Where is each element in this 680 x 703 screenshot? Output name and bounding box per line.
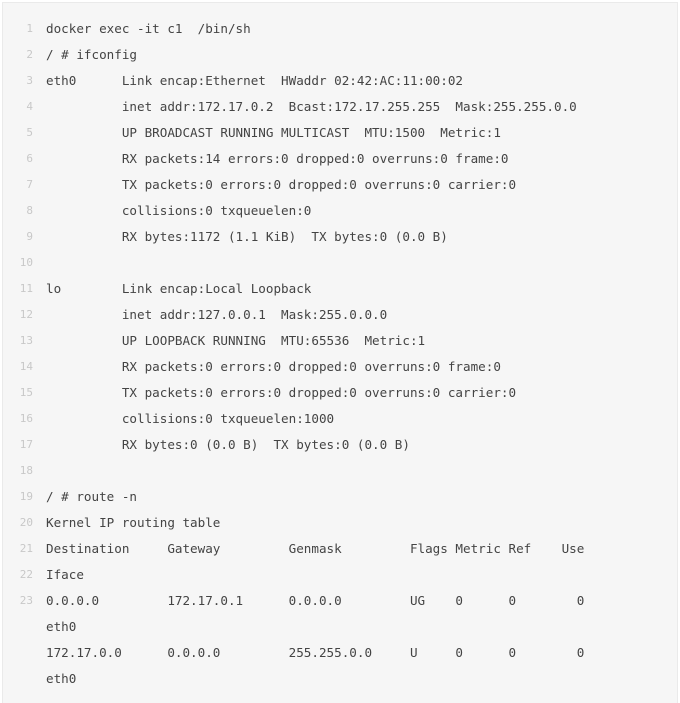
code-line [3, 640, 677, 666]
line-number: 12 [19, 308, 33, 321]
line-text: docker exec -it c1 /bin/sh [46, 21, 251, 36]
line-text: inet addr:172.17.0.2 Bcast:172.17.255.255 Mask:255.255.0.0 [46, 99, 577, 114]
code-line [3, 120, 677, 146]
line-text: / # ifconfig [46, 47, 137, 62]
code-line [3, 614, 677, 640]
code-line [3, 588, 677, 614]
code-line [3, 666, 677, 692]
code-line [3, 250, 677, 276]
line-text: UP LOOPBACK RUNNING MTU:65536 Metric:1 [46, 333, 426, 348]
code-line [3, 484, 677, 510]
code-line [3, 224, 677, 250]
line-number: 22 [19, 568, 33, 581]
line-number: 14 [19, 360, 33, 373]
line-text: RX bytes:0 (0.0 B) TX bytes:0 (0.0 B) [46, 437, 410, 452]
code-line [3, 380, 677, 406]
line-text: 172.17.0.0 0.0.0.0 255.255.0.0 U 0 0 0 [46, 645, 585, 660]
line-text: eth0 [46, 619, 77, 634]
line-number: 13 [19, 334, 33, 347]
line-number: 19 [19, 490, 33, 503]
code-line [3, 458, 677, 484]
line-number: 5 [26, 126, 33, 139]
code-line [3, 276, 677, 302]
code-line [3, 354, 677, 380]
line-text: / # route -n [46, 489, 137, 504]
code-line [3, 146, 677, 172]
code-line [3, 172, 677, 198]
line-number: 18 [19, 464, 33, 477]
line-text: Kernel IP routing table [46, 515, 221, 530]
line-text: TX packets:0 errors:0 dropped:0 overruns:0 carrier:0 [46, 385, 517, 400]
line-number: 1 [26, 22, 33, 35]
code-line [3, 562, 677, 588]
line-number: 21 [19, 542, 33, 555]
code-line [3, 198, 677, 224]
line-number: 9 [26, 230, 33, 243]
code-line [3, 510, 677, 536]
line-text: eth0 Link encap:Ethernet HWaddr 02:42:AC:11:00:02 [46, 73, 464, 88]
line-text: collisions:0 txqueuelen:1000 [46, 411, 335, 426]
line-text: RX packets:14 errors:0 dropped:0 overruns:0 frame:0 [46, 151, 509, 166]
code-line [3, 328, 677, 354]
code-line [3, 42, 677, 68]
line-number: 20 [19, 516, 33, 529]
line-text: 0.0.0.0 172.17.0.1 0.0.0.0 UG 0 0 0 [46, 593, 585, 608]
code-line [3, 432, 677, 458]
line-text: collisions:0 txqueuelen:0 [46, 203, 312, 218]
line-number: 8 [26, 204, 33, 217]
line-text: UP BROADCAST RUNNING MULTICAST MTU:1500 Metric:1 [46, 125, 501, 140]
code-line [3, 406, 677, 432]
line-number: 23 [19, 594, 33, 607]
code-block [2, 2, 678, 703]
line-text: RX bytes:1172 (1.1 KiB) TX bytes:0 (0.0 B) [46, 229, 448, 244]
line-text: inet addr:127.0.0.1 Mask:255.0.0.0 [46, 307, 388, 322]
line-text: RX packets:0 errors:0 dropped:0 overruns:0 frame:0 [46, 359, 501, 374]
code-lines [3, 16, 677, 692]
line-text: Destination Gateway Genmask Flags Metric Ref Use [46, 541, 585, 556]
line-text: Iface [46, 567, 84, 582]
line-number: 7 [26, 178, 33, 191]
code-line [3, 68, 677, 94]
line-number: 17 [19, 438, 33, 451]
code-line [3, 94, 677, 120]
line-text: lo Link encap:Local Loopback [46, 281, 312, 296]
line-number: 10 [19, 256, 33, 269]
code-line [3, 302, 677, 328]
line-number: 4 [26, 100, 33, 113]
line-number: 15 [19, 386, 33, 399]
line-number: 2 [26, 48, 33, 61]
line-number: 6 [26, 152, 33, 165]
line-text: TX packets:0 errors:0 dropped:0 overruns:0 carrier:0 [46, 177, 517, 192]
code-line [3, 536, 677, 562]
line-text: eth0 [46, 671, 77, 686]
line-number: 16 [19, 412, 33, 425]
line-number: 11 [19, 282, 33, 295]
code-line [3, 16, 677, 42]
line-number: 3 [26, 74, 33, 87]
